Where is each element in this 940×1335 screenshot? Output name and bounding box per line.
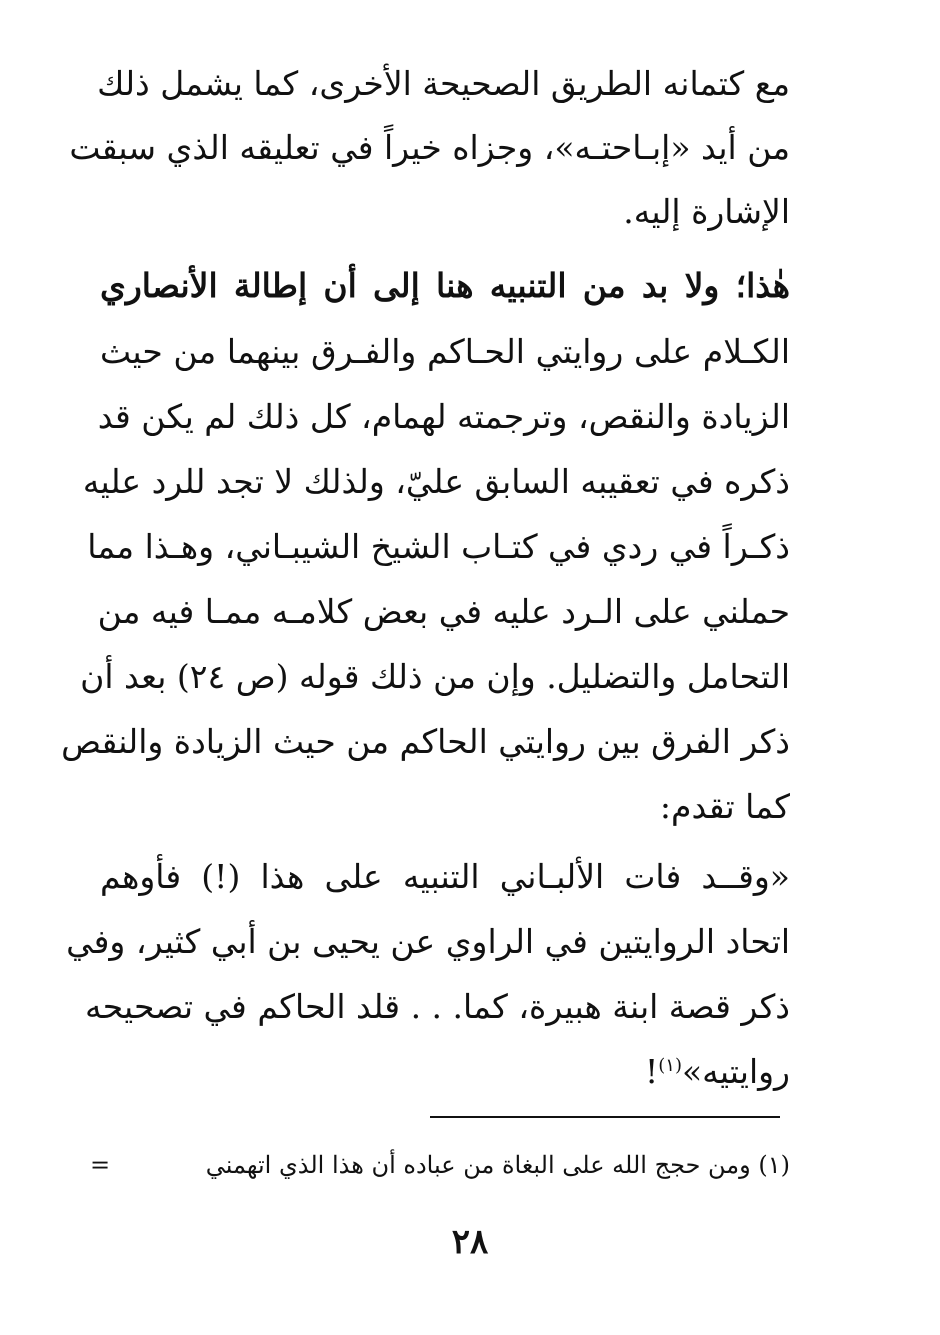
quote-text: روايتيه» — [681, 1052, 790, 1091]
body-line: حملني على الـرد عليه في بعض كلامـه ممـا فيه من — [97, 592, 790, 631]
body-line: ذكـراً في ردي في كتـاب الشيخ الشيبـاني، وهـذا مما — [87, 527, 790, 566]
body-line: الإشارة إليه. — [623, 192, 790, 231]
body-line: الكـلام على روايتي الحـاكم والفـرق بينهما من حيث — [100, 332, 790, 371]
body-line: مع كتمانه الطريق الصحيحة الأخرى، كما يشمل ذلك — [97, 64, 790, 103]
quote-line: ذكر قصة ابنة هبيرة، كما. . . قلد الحاكم في تصحيحه — [85, 987, 790, 1026]
quote-end-mark: ! — [644, 1052, 659, 1091]
body-line: الزيادة والنقص، وترجمته لهمام، كل ذلك لم يكن قد — [97, 397, 790, 436]
footnote-marker: (١) — [658, 1055, 682, 1076]
body-line: ذكر الفرق بين روايتي الحاكم من حيث الزيادة والنقص — [61, 722, 790, 761]
page-number: ٢٨ — [451, 1222, 489, 1262]
quote-line: اتحاد الروايتين في الراوي عن يحيى بن أبي كثير، وفي — [66, 922, 790, 961]
body-line: كما تقدم: — [659, 787, 790, 826]
footnote-separator — [430, 1116, 780, 1118]
body-line: ذكره في تعقيبه السابق عليّ، ولذلك لا تجد للرد عليه — [82, 462, 790, 501]
paragraph-heading-line: هٰذا؛ ولا بد من التنبيه هنا إلى أن إطالة الأنصاري — [100, 266, 790, 305]
body-line: من أيد «إبـاحتـه»، وجزاه خيراً في تعليقه الذي سبقت — [69, 128, 790, 167]
quote-line — [100, 1050, 790, 1094]
footnote — [90, 1148, 790, 1182]
quote-line: «وقــد فات الألبـاني التنبيه على هذا (!) فأوهم — [100, 857, 790, 896]
footnote-text: (١) ومن حجج الله على البغاة من عباده أن هذا الذي اتهمني — [205, 1151, 790, 1179]
body-line: التحامل والتضليل. وإن من ذلك قوله (ص ٢٤) بعد أن — [80, 657, 790, 696]
footnote-continuation-mark: = — [90, 1151, 111, 1179]
